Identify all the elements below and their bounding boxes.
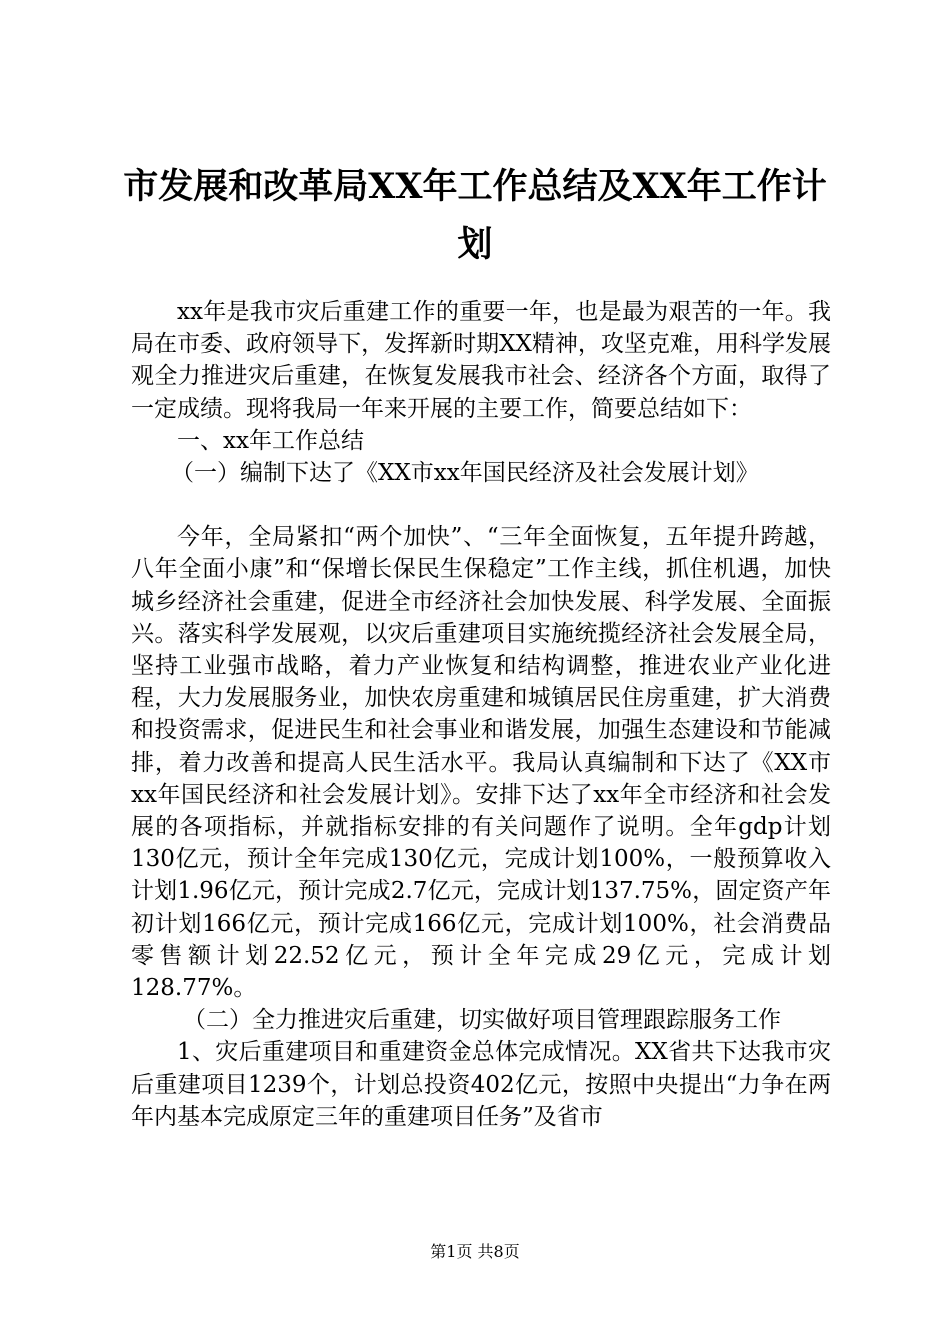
blank-line (131, 489, 831, 521)
section-heading: 一、xx年工作总结 (177, 427, 364, 454)
subsection-heading: （二）全力推进灾后重建，切实做好项目管理跟踪服务工作 (183, 1007, 781, 1034)
document-title: 市发展和改革局XX年工作总结及XX年工作计划 (123, 166, 827, 265)
subsection-heading: （一）编制下达了《XX市xx年国民经济及社会发展计划》 (171, 460, 759, 487)
intro-paragraph: xx年是我市灾后重建工作的重要一年，也是最为艰苦的一年。我局在市委、政府领导下，发挥新时期XX精神，攻坚克难，用科学发展观全力推进灾后重建，在恢复发展我市社会、经济各个方面，取得了一定成绩。现将我局一年来开展的主要工作，简要总结如下： (131, 299, 831, 422)
body-paragraph: 1、灾后重建项目和重建资金总体完成情况。XX省共下达我市灾后重建项目1239个，计划总投资402亿元，按照中央提出“力争在两年内基本完成原定三年的重建项目任务”及省市 (131, 1039, 831, 1130)
page-number-footer: 第1页 共8页 (430, 1242, 520, 1261)
body-paragraph: 今年，全局紧扣“两个加快”、“三年全面恢复，五年提升跨越，八年全面小康”和“保增长保民生保稳定”工作主线，抓住机遇，加快城乡经济社会重建，促进全市经济社会加快发展、科学发展、全面振兴。落实科学发展观，以灾后重建项目实施统揽经济社会发展全局，坚持工业强市战略，着力产业恢复和结构调整，推进农业产业化进程，大力发展服务业，加快农房重建和城镇居民住房重建，扩大消费和投资需求，促进民生和社会事业和谐发展，加强生态建设和节能减排，着力改善和提高人民生活水平。我局认真编制和下达了《XX市xx年国民经济和社会发展计划》。安排下达了xx年全市经济和社会发展的各项指标，并就指标安排的有关问题作了说明。全年gdp计划130亿元，预计全年完成130亿元，完成计划100%，一般预算收入计划1.96亿元，预计完成2.7亿元，完成计划137.75%，固定资产年初计划166亿元，预计完成166亿元，完成计划100%，社会消费品零售额计划22.52亿元，预计全年完成29亿元，完成计划128.77%。 (131, 524, 831, 1002)
document-body (131, 296, 831, 1133)
